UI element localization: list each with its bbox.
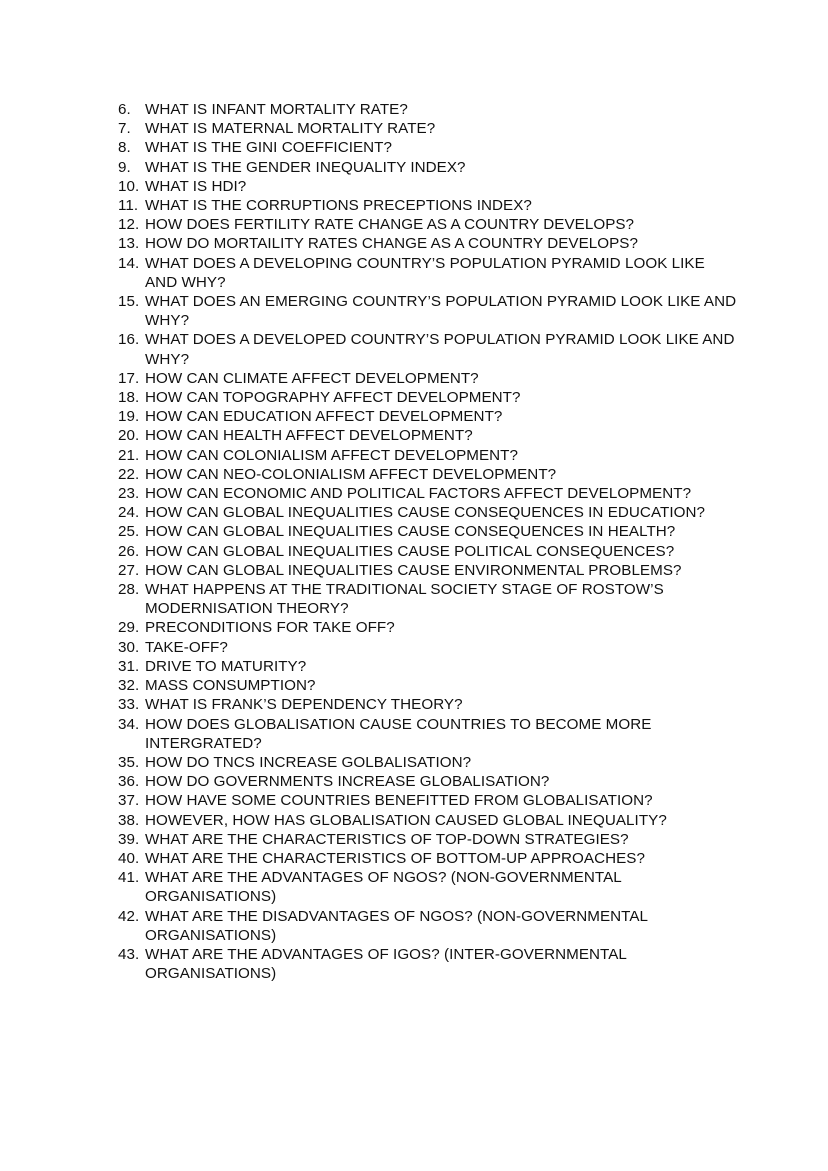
question-text: WHAT IS THE GENDER INEQUALITY INDEX?: [145, 158, 466, 176]
question-number: 26.: [118, 542, 140, 560]
question-number: 12.: [118, 216, 140, 234]
question-number: 40.: [118, 849, 140, 867]
question-item: [118, 388, 738, 407]
question-number: 16.: [118, 331, 140, 349]
question-text: HOW CAN ECONOMIC AND POLITICAL FACTORS AFFECT DEVELOPMENT?: [145, 485, 692, 503]
question-number: 19.: [118, 408, 140, 426]
question-text: HOW CAN GLOBAL INEQUALITIES CAUSE CONSEQUENCES IN EDUCATION?: [145, 504, 705, 522]
question-number: 42.: [118, 907, 140, 925]
question-number: 17.: [118, 369, 140, 387]
question-number: 35.: [118, 753, 140, 771]
question-text: WHAT DOES AN EMERGING COUNTRY’S POPULATION PYRAMID LOOK LIKE AND WHY?: [145, 293, 737, 330]
question-number: 21.: [118, 446, 140, 464]
question-item: [118, 561, 738, 580]
question-number: 34.: [118, 715, 140, 733]
question-text: HOW CAN NEO-COLONIALISM AFFECT DEVELOPMENT?: [145, 465, 557, 483]
question-number: 15.: [118, 293, 140, 311]
question-text: WHAT IS FRANK’S DEPENDENCY THEORY?: [145, 696, 463, 714]
question-item: [118, 849, 738, 868]
question-text: DRIVE TO MATURITY?: [145, 657, 307, 675]
question-item: [118, 868, 738, 906]
question-item: [118, 638, 738, 657]
question-number: 29.: [118, 619, 140, 637]
question-item: [118, 196, 738, 215]
question-number: 13.: [118, 235, 140, 253]
question-text: HOW CAN HEALTH AFFECT DEVELOPMENT?: [145, 427, 473, 445]
question-number: 28.: [118, 581, 140, 599]
question-text: MASS CONSUMPTION?: [145, 677, 316, 695]
question-item: [118, 907, 738, 945]
question-number: 36.: [118, 773, 140, 791]
question-number: 11.: [118, 197, 139, 215]
question-text: HOW DOES FERTILITY RATE CHANGE AS A COUNTRY DEVELOPS?: [145, 216, 635, 234]
question-item: [118, 446, 738, 465]
question-text: WHAT ARE THE DISADVANTAGES OF NGOS? (NON-GOVERNMENTAL ORGANISATIONS): [145, 907, 648, 944]
question-text: WHAT ARE THE ADVANTAGES OF NGOS? (NON-GOVERNMENTAL ORGANISATIONS): [145, 869, 622, 906]
question-text: HOW CAN GLOBAL INEQUALITIES CAUSE CONSEQUENCES IN HEALTH?: [145, 523, 676, 541]
question-item: [118, 426, 738, 445]
question-text: TAKE-OFF?: [145, 638, 228, 656]
question-item: [118, 753, 738, 772]
question-number: 22.: [118, 465, 140, 483]
question-item: [118, 676, 738, 695]
question-item: [118, 177, 738, 196]
question-number: 43.: [118, 945, 140, 963]
question-text: WHAT DOES A DEVELOPING COUNTRY’S POPULATION PYRAMID LOOK LIKE AND WHY?: [145, 254, 705, 291]
question-item: [118, 158, 738, 177]
question-text: HOW CAN COLONIALISM AFFECT DEVELOPMENT?: [145, 446, 518, 464]
question-item: [118, 484, 738, 503]
question-number: 31.: [118, 657, 140, 675]
question-item: [118, 465, 738, 484]
question-item: [118, 138, 738, 157]
question-number: 8.: [118, 139, 131, 157]
question-item: [118, 503, 738, 522]
question-number: 20.: [118, 427, 140, 445]
question-text: HOW CAN GLOBAL INEQUALITIES CAUSE ENVIRONMENTAL PROBLEMS?: [145, 561, 682, 579]
question-text: WHAT HAPPENS AT THE TRADITIONAL SOCIETY STAGE OF ROSTOW’S MODERNISATION THEORY?: [145, 581, 664, 618]
question-item: [118, 791, 738, 810]
question-number: 30.: [118, 638, 140, 656]
question-number: 37.: [118, 792, 140, 810]
question-text: WHAT IS HDI?: [145, 177, 247, 195]
question-number: 24.: [118, 504, 140, 522]
question-number: 9.: [118, 158, 131, 176]
question-number: 33.: [118, 696, 140, 714]
question-item: [118, 292, 738, 330]
question-number: 41.: [118, 869, 140, 887]
question-item: [118, 695, 738, 714]
question-item: [118, 254, 738, 292]
question-item: [118, 772, 738, 791]
question-item: [118, 811, 738, 830]
question-text: HOW DO TNCS INCREASE GOLBALISATION?: [145, 753, 472, 771]
question-item: [118, 715, 738, 753]
question-text: HOW HAVE SOME COUNTRIES BENEFITTED FROM GLOBALISATION?: [145, 792, 653, 810]
question-item: [118, 522, 738, 541]
question-number: 6.: [118, 101, 131, 118]
question-text: PRECONDITIONS FOR TAKE OFF?: [145, 619, 395, 637]
question-item: [118, 369, 738, 388]
question-item: [118, 234, 738, 253]
question-text: WHAT ARE THE CHARACTERISTICS OF TOP-DOWN STRATEGIES?: [145, 830, 629, 848]
question-number: 18.: [118, 389, 140, 407]
question-item: [118, 215, 738, 234]
question-item: [118, 580, 738, 618]
question-number: 32.: [118, 677, 140, 695]
question-text: WHAT IS INFANT MORTALITY RATE?: [145, 101, 408, 118]
question-text: HOWEVER, HOW HAS GLOBALISATION CAUSED GLOBAL INEQUALITY?: [145, 811, 667, 829]
question-text: HOW CAN TOPOGRAPHY AFFECT DEVELOPMENT?: [145, 389, 521, 407]
question-number: 39.: [118, 830, 140, 848]
question-text: HOW DOES GLOBALISATION CAUSE COUNTRIES TO BECOME MORE INTERGRATED?: [145, 715, 652, 752]
question-list: [118, 100, 738, 983]
question-text: WHAT IS THE CORRUPTIONS PRECEPTIONS INDEX?: [145, 197, 532, 215]
question-number: 23.: [118, 485, 140, 503]
question-item: [118, 330, 738, 368]
question-text: HOW CAN GLOBAL INEQUALITIES CAUSE POLITICAL CONSEQUENCES?: [145, 542, 675, 560]
question-text: HOW CAN EDUCATION AFFECT DEVELOPMENT?: [145, 408, 503, 426]
question-number: 27.: [118, 561, 140, 579]
question-number: 10.: [118, 177, 140, 195]
question-number: 14.: [118, 254, 140, 272]
question-text: HOW CAN CLIMATE AFFECT DEVELOPMENT?: [145, 369, 479, 387]
question-text: WHAT IS THE GINI COEFFICIENT?: [145, 139, 392, 157]
question-text: HOW DO GOVERNMENTS INCREASE GLOBALISATION?: [145, 773, 550, 791]
question-text: HOW DO MORTAILITY RATES CHANGE AS A COUNTRY DEVELOPS?: [145, 235, 638, 253]
question-item: [118, 542, 738, 561]
question-item: [118, 407, 738, 426]
question-item: [118, 945, 738, 983]
question-text: WHAT DOES A DEVELOPED COUNTRY’S POPULATION PYRAMID LOOK LIKE AND WHY?: [145, 331, 735, 368]
question-item: [118, 657, 738, 676]
question-item: [118, 119, 738, 138]
question-number: 38.: [118, 811, 140, 829]
question-item: [118, 618, 738, 637]
question-item: [118, 830, 738, 849]
question-number: 25.: [118, 523, 140, 541]
question-number: 7.: [118, 120, 131, 138]
question-text: WHAT IS MATERNAL MORTALITY RATE?: [145, 120, 436, 138]
question-text: WHAT ARE THE CHARACTERISTICS OF BOTTOM-UP APPROACHES?: [145, 849, 645, 867]
question-item: [118, 100, 738, 119]
question-text: WHAT ARE THE ADVANTAGES OF IGOS? (INTER-GOVERNMENTAL ORGANISATIONS): [145, 945, 627, 983]
